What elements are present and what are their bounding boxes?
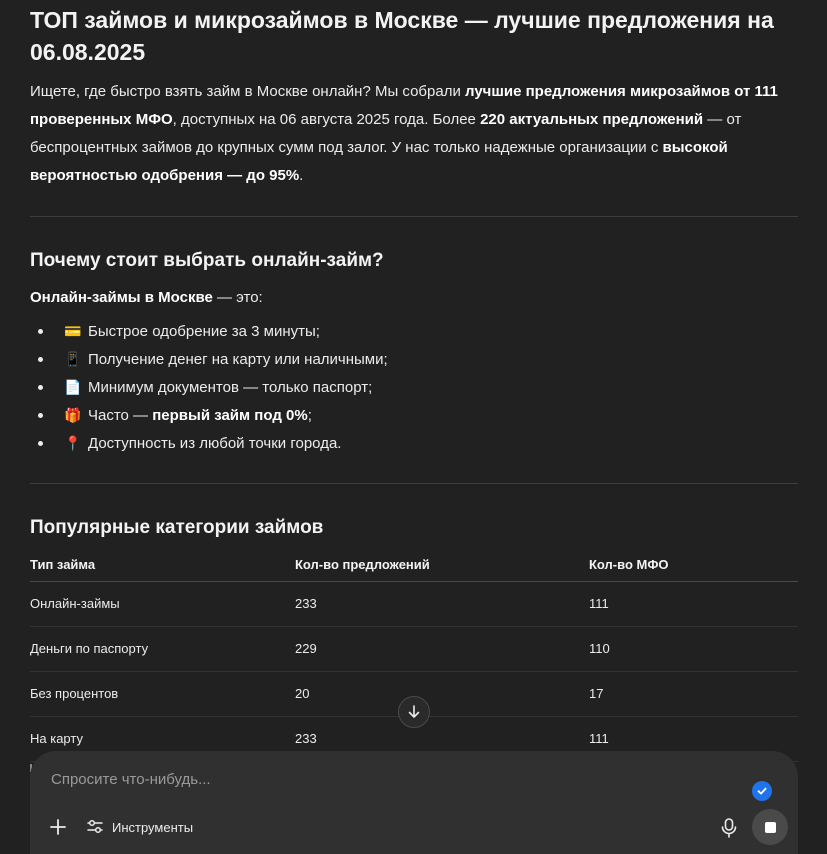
intro-paragraph: Ищете, где быстро взять займ в Москве онлайн? Мы собрали лучшие предложения микрозаймов от 111 проверенных МФО, доступных на 06 августа 2025 года. Более 220 актуальных предложений — от беспроцентных займов до крупных сумм под залог. У нас только надежные организации с высокой вероятностью одобрения — до 95%. — [30, 83, 778, 184]
table-cell: 111 — [589, 716, 798, 761]
phone-icon: 📱 — [64, 351, 82, 367]
table-header-row — [30, 549, 798, 581]
table-cell: Онлайн-займы — [30, 581, 295, 626]
table-cell: 110 — [589, 626, 798, 671]
stop-button[interactable] — [752, 809, 788, 845]
categories-table — [30, 549, 798, 762]
table-row — [30, 581, 798, 626]
table-cell: 233 — [295, 581, 589, 626]
bullet — [38, 329, 43, 334]
bullet — [38, 441, 43, 446]
document-icon: 📄 — [64, 379, 82, 395]
table-cell: 20 — [295, 671, 589, 716]
list-item: 🎁 Часто — первый займ под 0%; — [30, 401, 798, 429]
why-heading: Почему стоит выбрать онлайн-займ? — [30, 250, 384, 271]
column-header: Тип займа — [30, 549, 295, 581]
divider — [30, 216, 798, 217]
stop-icon — [765, 822, 776, 833]
plus-icon[interactable] — [48, 817, 68, 837]
list-item: 📱 Получение денег на карту или наличными; — [30, 345, 798, 373]
credit-card-icon: 💳 — [64, 323, 82, 339]
table-cell: 111 — [589, 581, 798, 626]
table-row — [30, 626, 798, 671]
column-header: Кол-во предложений — [295, 549, 589, 581]
column-header: Кол-во МФО — [589, 549, 798, 581]
page-title: ТОП займов и микрозаймов в Москве — лучшие предложения на 06.08.2025 — [30, 7, 774, 65]
tools-label: Инструменты — [112, 819, 194, 835]
table-cell: Без процентов — [30, 671, 295, 716]
bullet — [38, 385, 43, 390]
sliders-icon — [86, 818, 104, 836]
prompt-input[interactable]: Спросите что-нибудь... — [51, 771, 211, 788]
arrow-down-icon — [406, 704, 422, 720]
gift-icon: 🎁 — [64, 407, 82, 423]
checkmark-glyph — [756, 785, 768, 797]
table-cell: На карту — [30, 716, 295, 761]
scroll-down-button[interactable] — [398, 696, 430, 728]
divider — [30, 483, 798, 484]
bullet — [38, 413, 43, 418]
table-cell: 233 — [295, 716, 589, 761]
categories-heading: Популярные категории займов — [30, 517, 324, 538]
why-lead: Онлайн-займы в Москве — это: — [30, 289, 263, 306]
benefits-list — [30, 317, 798, 457]
chat-composer — [30, 751, 798, 854]
check-icon[interactable] — [752, 781, 772, 801]
bullet — [38, 357, 43, 362]
list-item: 📄 Минимум документов — только паспорт; — [30, 373, 798, 401]
pin-icon: 📍 — [64, 435, 82, 451]
table-cell: Деньги по паспорту — [30, 626, 295, 671]
table-cell: 17 — [589, 671, 798, 716]
microphone-icon[interactable] — [720, 817, 738, 839]
tools-button[interactable] — [86, 817, 193, 837]
list-item: 💳 Быстрое одобрение за 3 минуты; — [30, 317, 798, 345]
table-cell: 229 — [295, 626, 589, 671]
article — [30, 0, 798, 762]
list-item: 📍 Доступность из любой точки города. — [30, 429, 798, 457]
